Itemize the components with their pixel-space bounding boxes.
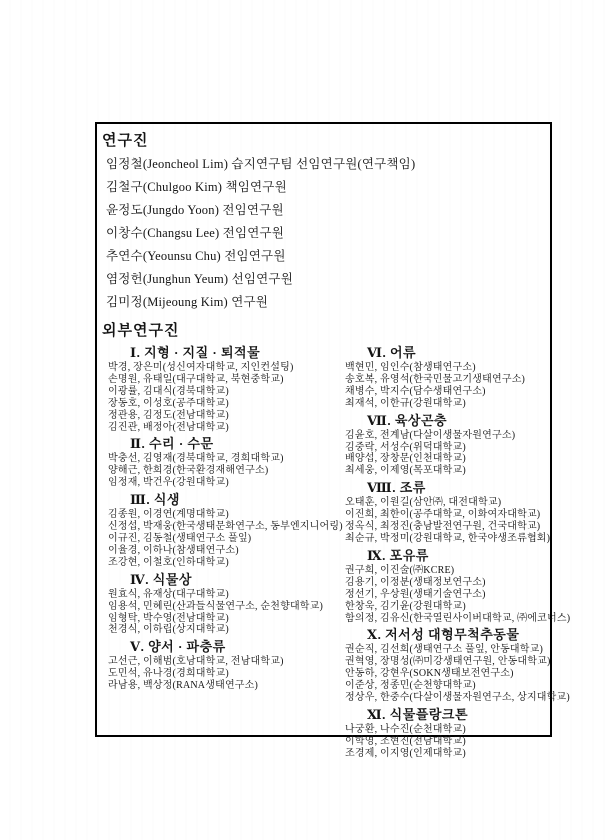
section-title: Ⅹ. 저서성 대형무척추동물 [367, 627, 520, 643]
member-line: 박경, 장은미(성신여자대학교, 지인컨설팅) [108, 362, 294, 373]
section-hydrology [108, 437, 342, 489]
team-member-line: 김미정(Mijeoung Kim) 연구원 [106, 295, 269, 309]
member-line: 김진관, 배정아(전남대학교) [108, 421, 229, 433]
member-line: 이율경, 이하나(참생태연구소) [108, 544, 239, 556]
member-line: 정상우, 한중수(다살이생물자원연구소, 상지대학교) [345, 692, 570, 704]
section-geomorphology [108, 346, 342, 433]
section-fish [345, 346, 570, 410]
member-line: 임형탁, 박수영(전남대학교) [108, 612, 229, 624]
section-title: Ⅸ. 포유류 [367, 547, 429, 563]
external-columns [102, 342, 571, 760]
section-terrestrial-insects [345, 414, 570, 478]
member-line: 정관용, 김정도(전남대학교) [108, 409, 229, 421]
external-right-column [342, 342, 570, 760]
team-member-line: 김철구(Chulgoo Kim) 책임연구원 [106, 180, 287, 194]
section-amphibians-reptiles [108, 640, 342, 692]
member-line: 배양섭, 장창문(인천대학교) [345, 453, 466, 465]
member-line: 정선기, 우상원(생태기술연구소) [345, 588, 486, 600]
member-line: 채병수, 박지수(담수생태연구소) [345, 385, 486, 397]
member-line: 함의정, 김유신(한국열린사이버대학교, ㈜에코너스) [345, 612, 571, 624]
member-line: 손명원, 유태일(대구대학교, 북현중학교) [108, 373, 284, 385]
member-line: 임용석, 민혜린(산과들식물연구소, 순천향대학교) [108, 600, 324, 612]
section-mammals [345, 549, 570, 625]
member-line: 최순규, 박정미(강원대학교, 한국야생조류협회) [345, 532, 551, 544]
member-line: 조강현, 이철호(인하대학교) [108, 556, 229, 568]
member-line: 김중락, 서성수(위덕대학교) [345, 441, 466, 453]
team-member-line: 윤정도(Jungdo Yoon) 전임연구원 [106, 203, 284, 217]
member-line: 이규진, 김동철(생태연구소 풀잎) [108, 532, 252, 544]
member-line: 김윤호, 전계남(다살이생물자원연구소) [345, 429, 516, 441]
member-line: 김용기, 이정분(생태정보연구소) [345, 576, 486, 588]
section-title: Ⅵ. 어류 [367, 345, 417, 360]
member-line: 이학영, 조현진(전남대학교) [345, 735, 466, 747]
member-line: 권순직, 김선희(생태연구소 풀잎, 안동대학교) [345, 644, 544, 656]
member-line: 이준상, 정종민(순천향대학교) [345, 680, 476, 692]
team-member-line: 이창수(Changsu Lee) 전임연구원 [106, 226, 285, 240]
member-line: 권혁영, 장명성(㈜미강생태연구원, 안동대학교) [345, 656, 551, 668]
team-member-list [106, 153, 550, 314]
member-line: 임정재, 박건우(강원대학교) [108, 477, 229, 489]
member-line: 박충선, 김영재(경북대학교, 경희대학교) [108, 453, 284, 465]
section-phytoplankton [345, 708, 570, 760]
external-team-heading: 외부연구진 [102, 323, 180, 339]
member-line: 양해근, 한희경(한국환경재해연구소) [108, 465, 269, 477]
team-member-line: 추연수(Yeounsu Chu) 전임연구원 [106, 249, 286, 263]
member-line: 안동하, 강현우(SOKN생태보전연구소) [345, 668, 514, 680]
team-heading: 연구진 [102, 133, 149, 149]
team-member-line: 임정철(Jeoncheol Lim) 습지연구팀 선임연구원(연구책임) [106, 157, 416, 171]
member-line: 원효식, 유재상(대구대학교) [108, 588, 229, 600]
member-line: 한창욱, 김기윤(강원대학교) [345, 600, 466, 612]
member-line: 라남용, 백상정(RANA생태연구소) [108, 680, 259, 692]
member-line: 최세웅, 이제영(목포대학교) [345, 465, 466, 477]
section-birds [345, 481, 570, 545]
member-line: 김종원, 이경연(계명대학교) [108, 509, 229, 521]
member-line: 조경제, 이지영(인제대학교) [345, 747, 466, 759]
section-title: Ⅶ. 육상곤충 [367, 412, 448, 428]
member-line: 송호복, 유영석(한국민물고기생태연구소) [345, 373, 526, 385]
credits-border-box [95, 122, 571, 759]
section-flora [108, 573, 342, 637]
team-member-line: 염정헌(Junghun Yeum) 선임연구원 [106, 272, 293, 286]
member-line: 최재석, 이한규(강원대학교) [345, 397, 466, 409]
member-line: 신정섭, 박재웅(한국생태문화연구소, 동부엔지니어링) [108, 521, 343, 533]
section-benthic-macroinvertebrates [345, 628, 570, 704]
section-title: Ⅺ. 식물플랑크톤 [367, 706, 468, 722]
external-left-column [102, 342, 342, 692]
section-title: Ⅲ. 식생 [130, 492, 180, 508]
member-line: 정옥식, 최정진(충남발전연구원, 건국대학교) [345, 521, 541, 533]
member-line: 이광률, 김대식(경북대학교) [108, 385, 229, 397]
member-line: 고선근, 이해범(호남대학교, 전남대학교) [108, 656, 284, 668]
section-title: Ⅷ. 조류 [367, 480, 426, 496]
member-line: 백현민, 임인수(참생태연구소) [345, 362, 476, 373]
section-title: Ⅴ. 양서 · 파충류 [130, 639, 226, 655]
section-title: Ⅳ. 식물상 [130, 571, 192, 587]
member-line: 천경식, 이하립(상지대학교) [108, 624, 229, 636]
section-vegetation [108, 493, 342, 569]
credits-content [97, 124, 571, 760]
member-line: 도민석, 유나경(경희대학교) [108, 668, 229, 680]
member-line: 권구희, 이진술(㈜KCRE) [345, 564, 455, 576]
member-line: 장동호, 이성호(공주대학교) [108, 397, 229, 409]
member-line: 이진희, 최한이(공주대학교, 이화여자대학교) [345, 509, 541, 521]
member-line: 오태훈, 이원길(삼안㈜, 대전대학교) [345, 497, 502, 509]
member-line: 나궁환, 나수진(순천대학교) [345, 723, 466, 735]
section-title: Ⅱ. 수리 · 수문 [130, 436, 214, 452]
section-title: Ⅰ. 지형 · 지질 · 퇴적물 [130, 345, 261, 360]
